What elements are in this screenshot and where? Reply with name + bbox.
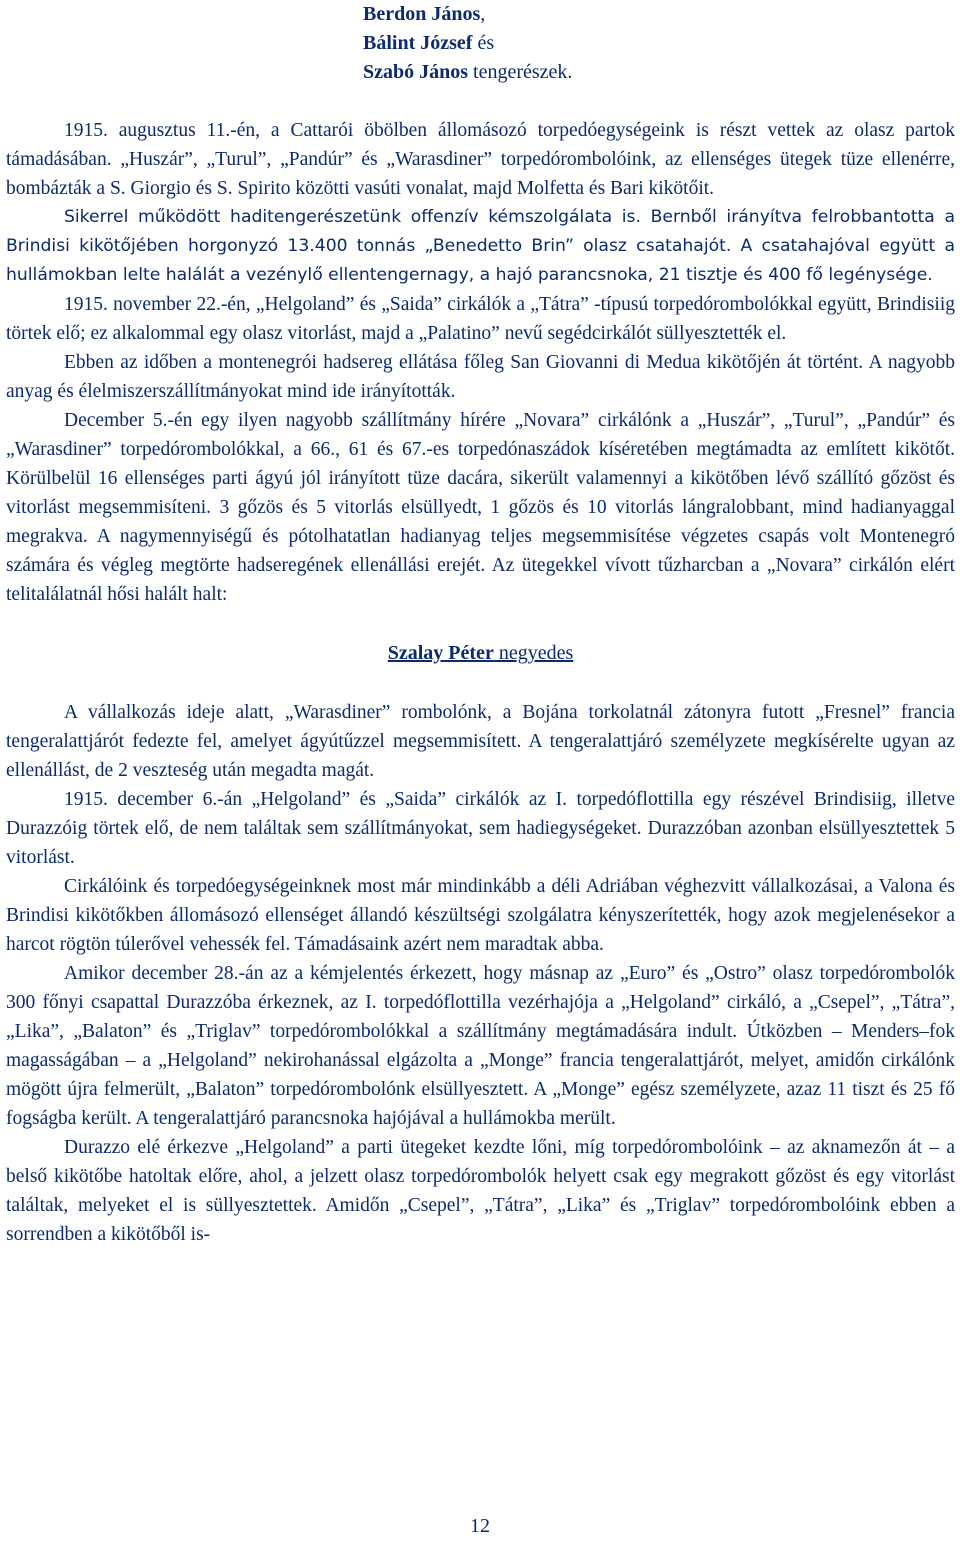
paragraph-8: Cirkálóink és torpedóegységeinknek most már mindinkább a déli Adriában véghezvitt vállalkozásai, a Valona és Brindisi kikötőkben állomásozó ellenséget állandó készültségi szolgálatra kényszerítették, hogy azok megjelenésekor a harcot rögtön túlerővel vehessék fel. Támadásaink azért nem maradtak abba. <box>6 876 955 955</box>
paragraph-9: Amikor december 28.-án az a kémjelentés érkezett, hogy másnap az „Euro” és „Ostro” olasz torpedórombolók 300 főnyi csapattal Durazzóba érkeznek, az I. torpedóflottilla vezérhajója a „Helgoland” cirkáló, a „Csepel”, „Tátra”, „Lika”, „Balaton” és „Triglav” torpedórombolókkal a szállítmány megtámadására indult. Útközben – Menders–fok magasságában – a „Helgoland” nekirohanással elgázolta a „Monge” francia tengeralattjárót, melyet, amidőn cirkálónk mögött újra felmerült, „Balaton” torpedórombolónk elsüllyesztett. A „Monge” egész személyzete, azaz 11 tiszt és 25 fő fogságba került. A tengeralattjáró parancsnoka hajójával a hullámokba merült. <box>6 963 955 1129</box>
paragraph-10: Durazzo elé érkezve „Helgoland” a parti ütegeket kezdte lőni, míg torpedórombolóink – az aknamezőn át – a belső kikötőbe hatoltak előre, ahol, a jelzett olasz torpedórombolók helyett csak egy megrakott gőzöst és egy vitorlást találtak, melyeket el is süllyesztettek. Amidőn „Csepel”, „Tátra”, „Lika” és „Triglav” torpedórombolóink ebben a sorrendben a kikötőből is- <box>6 1137 955 1245</box>
crew-names-block <box>363 0 572 87</box>
fallen-sailor-rank: negyedes <box>493 642 574 664</box>
fallen-sailor-name: Szalay Péter <box>387 642 494 664</box>
document-body <box>6 116 955 1249</box>
name-line-3: Szabó János tengerészek. <box>363 61 573 83</box>
name-berdon: Berdon János <box>363 3 481 25</box>
paragraph-3: 1915. november 22.-én, „Helgoland” és „Saida” cirkálók a „Tátra” -típusú torpedórombolókkal együtt, Brindisiig törtek elő; ez alkalommal egy olasz vitorlást, majd a „Palatino” nevű segédcirkálót süllyesztették el. <box>6 294 955 344</box>
paragraph-4: Ebben az időben a montenegrói hadsereg ellátása főleg San Giovanni di Medua kikötőjén át történt. A nagyobb anyag és élelmiszerszállítmányokat mind ide irányították. <box>6 352 955 402</box>
paragraph-2: Sikerrel működött haditengerészetünk offenzív kémszolgálata is. Bernből irányítva felrobbantotta a Brindisi kikötőjében horgonyzó 13.400 tonnás „Benedetto Brin” olasz csatahajót. A csatahajóval együtt a hullámokban lelte halálát a vezénylő ellentengernagy, a hajó parancsnoka, 21 tisztje és 400 fő legénysége. <box>6 207 955 285</box>
paragraph-5: December 5.-én egy ilyen nagyobb szállítmány hírére „Novara” cirkálónk a „Huszár”, „Turul”, „Pandúr” és „Warasdiner” torpedórombolókkal, a 66., 61 és 67.-es torpedónaszádok kíséretében megtámadta az említett kikötőt. Körülbelül 16 ellenséges parti ágyú jól irányított tüze dacára, sikerült valamennyi a kikötőben lévő szállító gőzöst és vitorlást megsemmisíteni. 3 gőzös és 5 vitorlás elsüllyedt, 1 gőzös és 10 vitorlás lángralobbant, mind hadianyaggal megrakva. A nagymennyiségű és pótolhatatlan hadianyag teljes megsemmisítése végzetes csapás volt Montenegró számára és végleg megtörte hadseregének ellenállási erejét. Az ütegekkel vívott tűzharcban a „Novara” cirkálón elért telitalálatnál hősi halált halt: <box>6 410 955 605</box>
paragraph-1: 1915. augusztus 11.-én, a Cattarói öbölben állomásozó torpedóegységeink is részt vettek az olasz partok támadásában. „Huszár”, „Turul”, „Pandúr” és „Warasdiner” torpedórombolóink, az ellenséges ütegek tüze ellenérre, bombázták a S. Giorgio és S. Spirito közötti vasúti vonalat, majd Molfetta és Bari kikötőit. <box>6 120 955 199</box>
paragraph-7: 1915. december 6.-án „Helgoland” és „Saida” cirkálók az I. torpedóflottilla egy részével Brindisiig, illetve Durazzóig törtek elő, de nem találtak sem szállítmányokat, sem hadiegységeket. Durazzóban azonban elsüllyesztettek 5 vitorlást. <box>6 789 955 868</box>
name-line-1: Berdon János, <box>363 3 486 25</box>
fallen-sailor-heading <box>6 639 955 668</box>
page-number: 12 <box>470 1515 490 1537</box>
name-line-2: Bálint József és <box>363 32 495 54</box>
paragraph-6: A vállalkozás ideje alatt, „Warasdiner” rombolónk, a Bojána torkolatnál zátonyra futott „Fresnel” francia tengeralattjárót fedezte fel, amelyet ágyútűzzel megsemmisített. A tengeralattjáró személyzete megkísérelte ugyan az ellenállást, de 2 veszteség után megadta magát. <box>6 702 955 781</box>
name-balint: Bálint József <box>363 32 473 54</box>
name-szabo: Szabó János <box>363 61 469 83</box>
